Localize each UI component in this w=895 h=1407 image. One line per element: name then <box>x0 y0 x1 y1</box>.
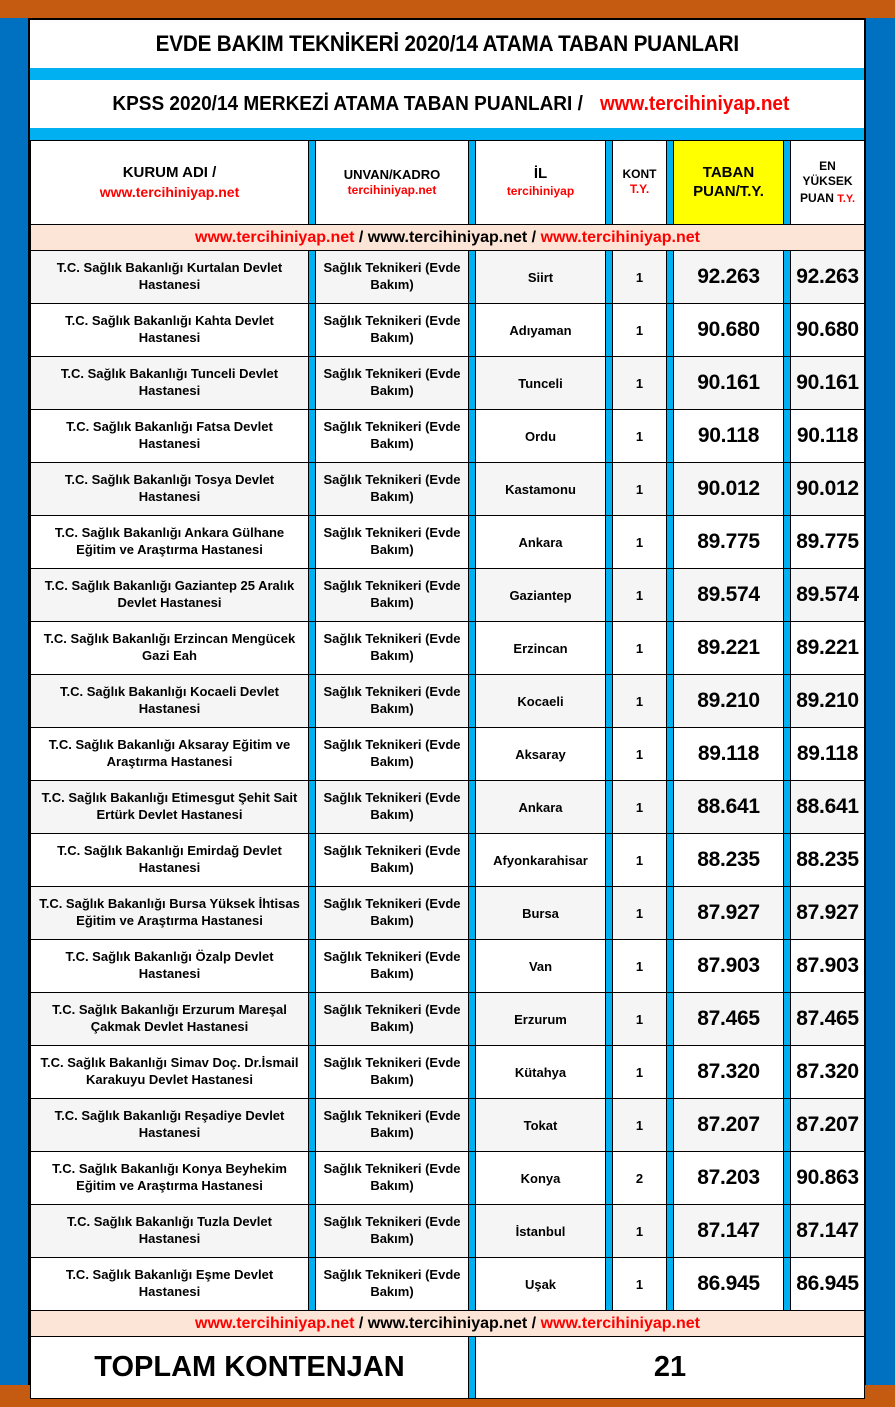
cell-taban-puan: 86.945 <box>674 1258 784 1311</box>
cell-il: Kocaeli <box>476 675 606 728</box>
cell-il: Uşak <box>476 1258 606 1311</box>
page-title: EVDE BAKIM TEKNİKERİ 2020/14 ATAMA TABAN PUANLARI <box>155 31 739 56</box>
cell-kurum: T.C. Sağlık Bakanlığı Tosya Devlet Hastanesi <box>31 463 309 516</box>
column-separator <box>606 357 613 410</box>
cell-kurum: T.C. Sağlık Bakanlığı Ankara Gülhane Eğitim ve Araştırma Hastanesi <box>31 516 309 569</box>
cell-unvan: Sağlık Teknikeri (Evde Bakım) <box>316 1046 469 1099</box>
column-separator <box>667 940 674 993</box>
cell-en-yuksek-puan: 89.775 <box>791 516 865 569</box>
column-separator <box>606 516 613 569</box>
column-separator <box>469 516 476 569</box>
table-row <box>31 304 865 357</box>
column-separator <box>606 1099 613 1152</box>
cell-il: Kastamonu <box>476 463 606 516</box>
header-kurum-line1: KURUM ADI / <box>122 164 217 182</box>
cell-il: Gaziantep <box>476 569 606 622</box>
column-separator <box>309 887 316 940</box>
header-taban-line2: PUAN/T.Y. <box>693 182 764 200</box>
cell-il: Ordu <box>476 410 606 463</box>
column-separator <box>309 1099 316 1152</box>
watermark-link-5[interactable]: www.tercihiniyap.net <box>367 1314 528 1332</box>
column-separator <box>784 728 791 781</box>
column-separator <box>784 569 791 622</box>
cell-en-yuksek-puan: 89.574 <box>791 569 865 622</box>
cell-il: Ankara <box>476 516 606 569</box>
cell-kont: 1 <box>613 1258 667 1311</box>
column-separator <box>606 304 613 357</box>
cell-il: Aksaray <box>476 728 606 781</box>
total-label: TOPLAM KONTENJAN <box>31 1337 469 1399</box>
cell-kurum: T.C. Sağlık Bakanlığı Emirdağ Devlet Hastanesi <box>31 834 309 887</box>
column-separator <box>606 675 613 728</box>
cell-unvan: Sağlık Teknikeri (Evde Bakım) <box>316 357 469 410</box>
column-separator <box>469 940 476 993</box>
watermark-row-top <box>31 225 865 251</box>
watermark-sep-2: / <box>527 228 541 246</box>
column-separator <box>469 834 476 887</box>
table-row <box>31 569 865 622</box>
column-separator <box>784 1258 791 1311</box>
cell-kurum: T.C. Sağlık Bakanlığı Aksaray Eğitim ve Araştırma Hastanesi <box>31 728 309 781</box>
table-row <box>31 1258 865 1311</box>
cell-unvan: Sağlık Teknikeri (Evde Bakım) <box>316 304 469 357</box>
cell-kont: 1 <box>613 675 667 728</box>
table-row <box>31 1046 865 1099</box>
column-separator <box>309 304 316 357</box>
table-row <box>31 993 865 1046</box>
column-separator <box>606 1258 613 1311</box>
column-separator <box>309 357 316 410</box>
column-separator <box>309 251 316 304</box>
cell-kurum: T.C. Sağlık Bakanlığı Reşadiye Devlet Hastanesi <box>31 1099 309 1152</box>
cell-kont: 1 <box>613 304 667 357</box>
column-separator <box>667 622 674 675</box>
cell-taban-puan: 89.210 <box>674 675 784 728</box>
column-separator <box>309 569 316 622</box>
cell-il: İstanbul <box>476 1205 606 1258</box>
column-separator <box>784 1099 791 1152</box>
header-unvan-line1: UNVAN/KADRO <box>343 166 441 182</box>
cell-taban-puan: 90.118 <box>674 410 784 463</box>
table-row <box>31 834 865 887</box>
column-separator <box>469 357 476 410</box>
cell-unvan: Sağlık Teknikeri (Evde Bakım) <box>316 1152 469 1205</box>
column-separator <box>309 675 316 728</box>
cell-kont: 1 <box>613 251 667 304</box>
table-row <box>31 1152 865 1205</box>
cell-kont: 1 <box>613 728 667 781</box>
cell-unvan: Sağlık Teknikeri (Evde Bakım) <box>316 887 469 940</box>
watermark-row-bottom <box>31 1311 865 1337</box>
column-separator <box>309 516 316 569</box>
column-separator <box>606 251 613 304</box>
column-separator <box>606 834 613 887</box>
column-separator <box>784 675 791 728</box>
table-row <box>31 1205 865 1258</box>
cyan-divider-top <box>30 68 864 80</box>
header-il <box>476 141 606 225</box>
cell-en-yuksek-puan: 87.320 <box>791 1046 865 1099</box>
column-separator <box>606 622 613 675</box>
cell-taban-puan: 89.574 <box>674 569 784 622</box>
cell-unvan: Sağlık Teknikeri (Evde Bakım) <box>316 516 469 569</box>
cell-kont: 1 <box>613 781 667 834</box>
cell-il: Afyonkarahisar <box>476 834 606 887</box>
watermark-link-1[interactable]: www.tercihiniyap.net <box>195 228 355 246</box>
cell-kurum: T.C. Sağlık Bakanlığı Tunceli Devlet Hastanesi <box>31 357 309 410</box>
column-separator <box>784 516 791 569</box>
cell-unvan: Sağlık Teknikeri (Evde Bakım) <box>316 410 469 463</box>
cell-unvan: Sağlık Teknikeri (Evde Bakım) <box>316 993 469 1046</box>
column-separator <box>469 781 476 834</box>
column-separator <box>784 1046 791 1099</box>
cell-kurum: T.C. Sağlık Bakanlığı Kurtalan Devlet Hastanesi <box>31 251 309 304</box>
cell-taban-puan: 87.903 <box>674 940 784 993</box>
cell-kont: 1 <box>613 1099 667 1152</box>
column-separator <box>469 569 476 622</box>
cell-il: Van <box>476 940 606 993</box>
cell-en-yuksek-puan: 88.235 <box>791 834 865 887</box>
watermark-link-6[interactable]: www.tercihiniyap.net <box>540 1314 700 1332</box>
table-row <box>31 251 865 304</box>
cell-taban-puan: 87.203 <box>674 1152 784 1205</box>
cell-unvan: Sağlık Teknikeri (Evde Bakım) <box>316 251 469 304</box>
column-separator <box>606 141 613 225</box>
table-header-row <box>31 141 865 225</box>
column-separator <box>469 304 476 357</box>
cell-unvan: Sağlık Teknikeri (Evde Bakım) <box>316 622 469 675</box>
cell-kurum: T.C. Sağlık Bakanlığı Erzurum Mareşal Çakmak Devlet Hastanesi <box>31 993 309 1046</box>
cell-unvan: Sağlık Teknikeri (Evde Bakım) <box>316 728 469 781</box>
cell-kurum: T.C. Sağlık Bakanlığı Gaziantep 25 Aralık Devlet Hastanesi <box>31 569 309 622</box>
cell-kurum: T.C. Sağlık Bakanlığı Eşme Devlet Hastanesi <box>31 1258 309 1311</box>
cell-en-yuksek-puan: 92.263 <box>791 251 865 304</box>
header-kurum-line2: www.tercihiniyap.net <box>99 183 240 200</box>
cell-kont: 1 <box>613 940 667 993</box>
column-separator <box>469 1258 476 1311</box>
column-separator <box>784 940 791 993</box>
column-separator <box>606 569 613 622</box>
column-separator <box>667 516 674 569</box>
column-separator <box>309 1205 316 1258</box>
header-unvan <box>316 141 469 225</box>
table-row <box>31 887 865 940</box>
cell-il: Tunceli <box>476 357 606 410</box>
cell-kurum: T.C. Sağlık Bakanlığı Konya Beyhekim Eğitim ve Araştırma Hastanesi <box>31 1152 309 1205</box>
cell-il: Bursa <box>476 887 606 940</box>
cell-en-yuksek-puan: 90.118 <box>791 410 865 463</box>
column-separator <box>667 1205 674 1258</box>
column-separator <box>667 887 674 940</box>
column-separator <box>606 887 613 940</box>
cell-unvan: Sağlık Teknikeri (Evde Bakım) <box>316 940 469 993</box>
column-separator <box>784 781 791 834</box>
column-separator <box>469 251 476 304</box>
column-separator <box>667 1152 674 1205</box>
column-separator <box>469 1152 476 1205</box>
cell-taban-puan: 90.161 <box>674 357 784 410</box>
cell-en-yuksek-puan: 87.465 <box>791 993 865 1046</box>
cell-unvan: Sağlık Teknikeri (Evde Bakım) <box>316 1205 469 1258</box>
cell-unvan: Sağlık Teknikeri (Evde Bakım) <box>316 781 469 834</box>
subtitle-text: KPSS 2020/14 MERKEZİ ATAMA TABAN PUANLARI / <box>112 92 583 115</box>
column-separator <box>667 251 674 304</box>
cell-en-yuksek-puan: 90.012 <box>791 463 865 516</box>
cyan-divider-bottom <box>30 128 864 140</box>
table-row <box>31 357 865 410</box>
cell-en-yuksek-puan: 90.161 <box>791 357 865 410</box>
header-enyuksek-line1: EN YÜKSEK <box>802 158 853 188</box>
column-separator <box>784 887 791 940</box>
total-value: 21 <box>476 1337 865 1399</box>
column-separator <box>667 1046 674 1099</box>
column-separator <box>469 1099 476 1152</box>
column-separator <box>606 1046 613 1099</box>
cell-kont: 2 <box>613 1152 667 1205</box>
column-separator <box>469 622 476 675</box>
column-separator <box>667 304 674 357</box>
column-separator <box>469 141 476 225</box>
total-separator <box>469 1337 476 1399</box>
header-en-yuksek-puan <box>791 141 865 225</box>
cell-taban-puan: 87.147 <box>674 1205 784 1258</box>
cell-taban-puan: 89.775 <box>674 516 784 569</box>
table-row <box>31 463 865 516</box>
cell-taban-puan: 87.927 <box>674 887 784 940</box>
cell-kurum: T.C. Sağlık Bakanlığı Erzincan Mengücek Gazi Eah <box>31 622 309 675</box>
cell-taban-puan: 89.221 <box>674 622 784 675</box>
cell-taban-puan: 87.320 <box>674 1046 784 1099</box>
cell-en-yuksek-puan: 87.147 <box>791 1205 865 1258</box>
column-separator <box>309 1046 316 1099</box>
column-separator <box>667 357 674 410</box>
watermark-band-bottom <box>31 1311 865 1337</box>
table-row <box>31 940 865 993</box>
column-separator <box>784 357 791 410</box>
table-row <box>31 781 865 834</box>
column-separator <box>667 463 674 516</box>
column-separator <box>309 1258 316 1311</box>
cell-kont: 1 <box>613 993 667 1046</box>
column-separator <box>784 1205 791 1258</box>
cell-il: Konya <box>476 1152 606 1205</box>
column-separator <box>469 1205 476 1258</box>
cell-taban-puan: 92.263 <box>674 251 784 304</box>
cell-kont: 1 <box>613 410 667 463</box>
cell-unvan: Sağlık Teknikeri (Evde Bakım) <box>316 675 469 728</box>
cell-taban-puan: 89.118 <box>674 728 784 781</box>
cell-kurum: T.C. Sağlık Bakanlığı Kahta Devlet Hastanesi <box>31 304 309 357</box>
watermark-link-2[interactable]: www.tercihiniyap.net <box>367 228 528 246</box>
column-separator <box>667 834 674 887</box>
table-row <box>31 728 865 781</box>
cell-taban-puan: 90.680 <box>674 304 784 357</box>
watermark-sep-1: / <box>354 228 368 246</box>
column-separator <box>606 410 613 463</box>
cell-kurum: T.C. Sağlık Bakanlığı Simav Doç. Dr.İsmail Karakuyu Devlet Hastanesi <box>31 1046 309 1099</box>
watermark-sep-3: / <box>354 1314 368 1332</box>
table-row <box>31 675 865 728</box>
cell-en-yuksek-puan: 87.903 <box>791 940 865 993</box>
column-separator <box>309 463 316 516</box>
column-separator <box>309 728 316 781</box>
header-kurum <box>31 141 309 225</box>
cell-en-yuksek-puan: 89.221 <box>791 622 865 675</box>
total-row <box>31 1337 865 1399</box>
column-separator <box>309 834 316 887</box>
column-separator <box>667 569 674 622</box>
column-separator <box>784 622 791 675</box>
cell-kont: 1 <box>613 834 667 887</box>
cell-il: Adıyaman <box>476 304 606 357</box>
column-separator <box>606 940 613 993</box>
column-separator <box>469 410 476 463</box>
header-taban-line1: TABAN <box>702 163 755 181</box>
cell-kont: 1 <box>613 516 667 569</box>
cell-unvan: Sağlık Teknikeri (Evde Bakım) <box>316 834 469 887</box>
scores-table <box>30 140 865 1399</box>
cell-en-yuksek-puan: 87.207 <box>791 1099 865 1152</box>
column-separator <box>784 410 791 463</box>
header-enyuksek-line2-black: PUAN <box>799 190 838 205</box>
cell-kurum: T.C. Sağlık Bakanlığı Etimesgut Şehit Sait Ertürk Devlet Hastanesi <box>31 781 309 834</box>
column-separator <box>469 463 476 516</box>
cell-unvan: Sağlık Teknikeri (Evde Bakım) <box>316 569 469 622</box>
cell-kont: 1 <box>613 357 667 410</box>
cell-kont: 1 <box>613 887 667 940</box>
cell-en-yuksek-puan: 87.927 <box>791 887 865 940</box>
column-separator <box>667 1099 674 1152</box>
cell-taban-puan: 87.207 <box>674 1099 784 1152</box>
column-separator <box>784 141 791 225</box>
column-separator <box>667 781 674 834</box>
cell-taban-puan: 88.641 <box>674 781 784 834</box>
top-orange-band <box>0 0 895 18</box>
header-kont-line2: T.Y. <box>629 182 650 197</box>
column-separator <box>784 834 791 887</box>
cell-kont: 1 <box>613 463 667 516</box>
cell-kont: 1 <box>613 622 667 675</box>
table-row <box>31 410 865 463</box>
cell-en-yuksek-puan: 90.863 <box>791 1152 865 1205</box>
column-separator <box>606 728 613 781</box>
cell-kurum: T.C. Sağlık Bakanlığı Bursa Yüksek İhtisas Eğitim ve Araştırma Hastanesi <box>31 887 309 940</box>
cell-kont: 1 <box>613 1205 667 1258</box>
column-separator <box>667 993 674 1046</box>
cell-il: Erzurum <box>476 993 606 1046</box>
cell-taban-puan: 87.465 <box>674 993 784 1046</box>
cell-taban-puan: 90.012 <box>674 463 784 516</box>
column-separator <box>309 410 316 463</box>
column-separator <box>606 463 613 516</box>
main-title-row <box>30 20 864 68</box>
watermark-sep-4: / <box>527 1314 541 1332</box>
column-separator <box>309 781 316 834</box>
cell-kont: 1 <box>613 569 667 622</box>
column-separator <box>606 1205 613 1258</box>
cell-en-yuksek-puan: 89.210 <box>791 675 865 728</box>
watermark-link-4[interactable]: www.tercihiniyap.net <box>195 1314 355 1332</box>
table-body <box>31 251 865 1311</box>
cell-en-yuksek-puan: 86.945 <box>791 1258 865 1311</box>
cell-kurum: T.C. Sağlık Bakanlığı Kocaeli Devlet Hastanesi <box>31 675 309 728</box>
column-separator <box>606 993 613 1046</box>
column-separator <box>309 141 316 225</box>
column-separator <box>784 251 791 304</box>
cell-il: Tokat <box>476 1099 606 1152</box>
cell-kont: 1 <box>613 1046 667 1099</box>
cell-kurum: T.C. Sağlık Bakanlığı Özalp Devlet Hastanesi <box>31 940 309 993</box>
column-separator <box>309 940 316 993</box>
subtitle-row <box>30 80 864 128</box>
watermark-link-3[interactable]: www.tercihiniyap.net <box>540 228 700 246</box>
column-separator <box>667 410 674 463</box>
column-separator <box>309 993 316 1046</box>
column-separator <box>667 1258 674 1311</box>
column-separator <box>309 622 316 675</box>
column-separator <box>469 993 476 1046</box>
column-separator <box>784 304 791 357</box>
header-unvan-line2: tercihiniyap.net <box>347 182 437 197</box>
cell-en-yuksek-puan: 90.680 <box>791 304 865 357</box>
cell-unvan: Sağlık Teknikeri (Evde Bakım) <box>316 463 469 516</box>
column-separator <box>606 1152 613 1205</box>
column-separator <box>469 1046 476 1099</box>
header-kont-line1: KONT <box>622 167 657 182</box>
column-separator <box>784 1152 791 1205</box>
column-separator <box>784 463 791 516</box>
column-separator <box>667 141 674 225</box>
column-separator <box>606 781 613 834</box>
subtitle-link[interactable]: www.tercihiniyap.net <box>599 92 790 115</box>
cell-unvan: Sağlık Teknikeri (Evde Bakım) <box>316 1258 469 1311</box>
cell-unvan: Sağlık Teknikeri (Evde Bakım) <box>316 1099 469 1152</box>
table-row <box>31 622 865 675</box>
cell-il: Siirt <box>476 251 606 304</box>
header-taban-puan <box>674 141 784 225</box>
cell-taban-puan: 88.235 <box>674 834 784 887</box>
document-sheet <box>28 18 866 1385</box>
cell-il: Ankara <box>476 781 606 834</box>
header-enyuksek-line2-red: T.Y. <box>837 192 856 205</box>
watermark-band-top <box>31 225 865 251</box>
cell-kurum: T.C. Sağlık Bakanlığı Fatsa Devlet Hastanesi <box>31 410 309 463</box>
column-separator <box>469 675 476 728</box>
column-separator <box>784 993 791 1046</box>
cell-il: Kütahya <box>476 1046 606 1099</box>
table-row <box>31 1099 865 1152</box>
cell-kurum: T.C. Sağlık Bakanlığı Tuzla Devlet Hastanesi <box>31 1205 309 1258</box>
header-il-line1: İL <box>533 165 548 183</box>
cell-il: Erzincan <box>476 622 606 675</box>
cell-en-yuksek-puan: 88.641 <box>791 781 865 834</box>
table-row <box>31 516 865 569</box>
column-separator <box>309 1152 316 1205</box>
column-separator <box>469 728 476 781</box>
column-separator <box>667 728 674 781</box>
header-il-line2: tercihiniyap <box>506 184 575 199</box>
column-separator <box>469 887 476 940</box>
header-kont <box>613 141 667 225</box>
cell-en-yuksek-puan: 89.118 <box>791 728 865 781</box>
column-separator <box>667 675 674 728</box>
